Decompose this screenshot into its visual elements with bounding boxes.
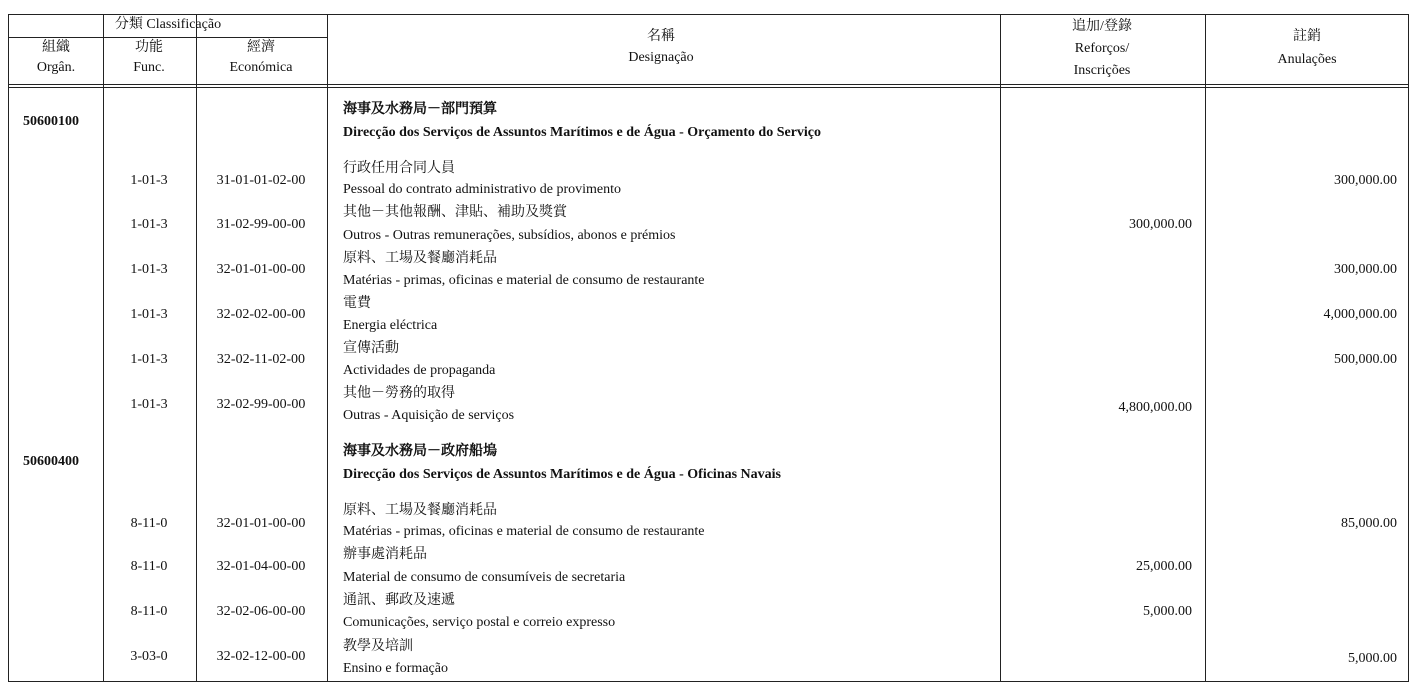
row-econ: 32-01-01-00-00 bbox=[216, 516, 306, 531]
row-designation-pt: Actividades de propaganda bbox=[343, 363, 496, 378]
row-econ: 32-02-99-00-00 bbox=[216, 397, 306, 412]
row-func: 8-11-0 bbox=[130, 604, 168, 619]
header-organ-zh: 組織 bbox=[42, 40, 70, 55]
header-func-pt: Func. bbox=[133, 60, 165, 75]
row-designation-zh: 電費 bbox=[343, 296, 371, 311]
row-designation-pt: Outras - Aquisição de serviços bbox=[343, 408, 515, 423]
row-designation-pt: Material de consumo de consumíveis de secretaria bbox=[343, 570, 626, 585]
row-designation-zh: 其他－其他報酬、津貼、補助及獎賞 bbox=[343, 205, 567, 220]
row-func: 1-01-3 bbox=[130, 397, 168, 412]
section-title-pt: Direcção dos Serviços de Assuntos Marítimos e de Água - Orçamento do Serviço bbox=[343, 125, 822, 140]
row-designation-pt: Energia eléctrica bbox=[343, 318, 438, 333]
column-divider bbox=[1205, 15, 1206, 681]
row-econ: 31-02-99-00-00 bbox=[216, 217, 306, 232]
row-designation-pt: Matérias - primas, oficinas e material de consumo de restaurante bbox=[343, 273, 705, 288]
column-divider bbox=[1000, 15, 1001, 681]
section-title-zh: 海事及水務局－部門預算 bbox=[343, 102, 497, 117]
row-designation-zh: 宣傳活動 bbox=[343, 341, 399, 356]
header-func-zh: 功能 bbox=[135, 40, 163, 55]
column-divider bbox=[196, 15, 197, 681]
row-reforco: 5,000.00 bbox=[1143, 604, 1192, 619]
row-econ: 32-01-04-00-00 bbox=[216, 559, 306, 574]
budget-table bbox=[8, 14, 1409, 682]
row-reforco: 300,000.00 bbox=[1129, 217, 1192, 232]
header-bottom-line bbox=[9, 87, 1408, 88]
row-anulacao: 300,000.00 bbox=[1334, 262, 1397, 277]
header-organ-pt: Orgân. bbox=[36, 60, 76, 75]
row-designation-zh: 原料、工場及餐廳消耗品 bbox=[343, 251, 497, 266]
row-reforco: 4,800,000.00 bbox=[1118, 400, 1192, 415]
row-econ: 31-01-01-02-00 bbox=[216, 173, 306, 188]
column-divider bbox=[327, 15, 328, 681]
section-code: 50600100 bbox=[23, 114, 79, 129]
header-desig-pt: Designação bbox=[628, 50, 694, 65]
row-anulacao: 500,000.00 bbox=[1334, 352, 1397, 367]
row-func: 1-01-3 bbox=[130, 262, 168, 277]
row-reforco: 25,000.00 bbox=[1136, 559, 1192, 574]
row-designation-zh: 原料、工場及餐廳消耗品 bbox=[343, 503, 497, 518]
row-designation-pt: Ensino e formação bbox=[343, 661, 448, 676]
row-econ: 32-01-01-00-00 bbox=[216, 262, 306, 277]
row-anulacao: 300,000.00 bbox=[1334, 173, 1397, 188]
row-econ: 32-02-02-00-00 bbox=[216, 307, 306, 322]
row-func: 3-03-0 bbox=[130, 649, 168, 664]
row-designation-pt: Comunicações, serviço postal e correio expresso bbox=[343, 615, 616, 630]
row-designation-pt: Pessoal do contrato administrativo de provimento bbox=[343, 182, 622, 197]
row-designation-zh: 辦事處消耗品 bbox=[343, 547, 427, 562]
header-desig-zh: 名稱 bbox=[647, 29, 675, 44]
header-anulacoes-zh: 註銷 bbox=[1293, 29, 1321, 44]
header-reforcos-zh: 追加/登錄 bbox=[1072, 19, 1132, 34]
column-divider bbox=[103, 15, 104, 681]
row-func: 1-01-3 bbox=[130, 173, 168, 188]
header-anulacoes-pt: Anulações bbox=[1277, 52, 1337, 67]
header-econ-pt: Económica bbox=[229, 60, 293, 75]
row-designation-pt: Matérias - primas, oficinas e material de consumo de restaurante bbox=[343, 524, 705, 539]
row-econ: 32-02-12-00-00 bbox=[216, 649, 306, 664]
section-title-zh: 海事及水務局－政府船塢 bbox=[343, 444, 497, 459]
header-reforcos-pt2: Inscrições bbox=[1073, 63, 1131, 78]
header-econ-zh: 經濟 bbox=[247, 40, 275, 55]
row-func: 1-01-3 bbox=[130, 217, 168, 232]
section-title-pt: Direcção dos Serviços de Assuntos Marítimos e de Água - Oficinas Navais bbox=[343, 467, 781, 482]
row-econ: 32-02-11-02-00 bbox=[216, 352, 306, 367]
header-reforcos-pt1: Reforços/ bbox=[1074, 41, 1130, 56]
section-code: 50600400 bbox=[23, 454, 79, 469]
row-func: 8-11-0 bbox=[130, 516, 168, 531]
row-designation-zh: 行政任用合同人員 bbox=[343, 161, 455, 176]
row-func: 1-01-3 bbox=[130, 352, 168, 367]
header-bottom-line bbox=[9, 84, 1408, 85]
row-designation-zh: 通訊、郵政及速遞 bbox=[343, 593, 455, 608]
row-anulacao: 5,000.00 bbox=[1348, 651, 1397, 666]
row-designation-pt: Outros - Outras remunerações, subsídios, abonos e prémios bbox=[343, 228, 676, 243]
row-econ: 32-02-06-00-00 bbox=[216, 604, 306, 619]
row-func: 8-11-0 bbox=[130, 559, 168, 574]
header-divider bbox=[9, 37, 327, 38]
row-anulacao: 4,000,000.00 bbox=[1323, 307, 1397, 322]
row-designation-zh: 其他－勞務的取得 bbox=[343, 386, 455, 401]
row-designation-zh: 教學及培訓 bbox=[343, 639, 413, 654]
row-func: 1-01-3 bbox=[130, 307, 168, 322]
row-anulacao: 85,000.00 bbox=[1341, 516, 1397, 531]
header-classificacao: 分類 Classificação bbox=[114, 17, 222, 32]
